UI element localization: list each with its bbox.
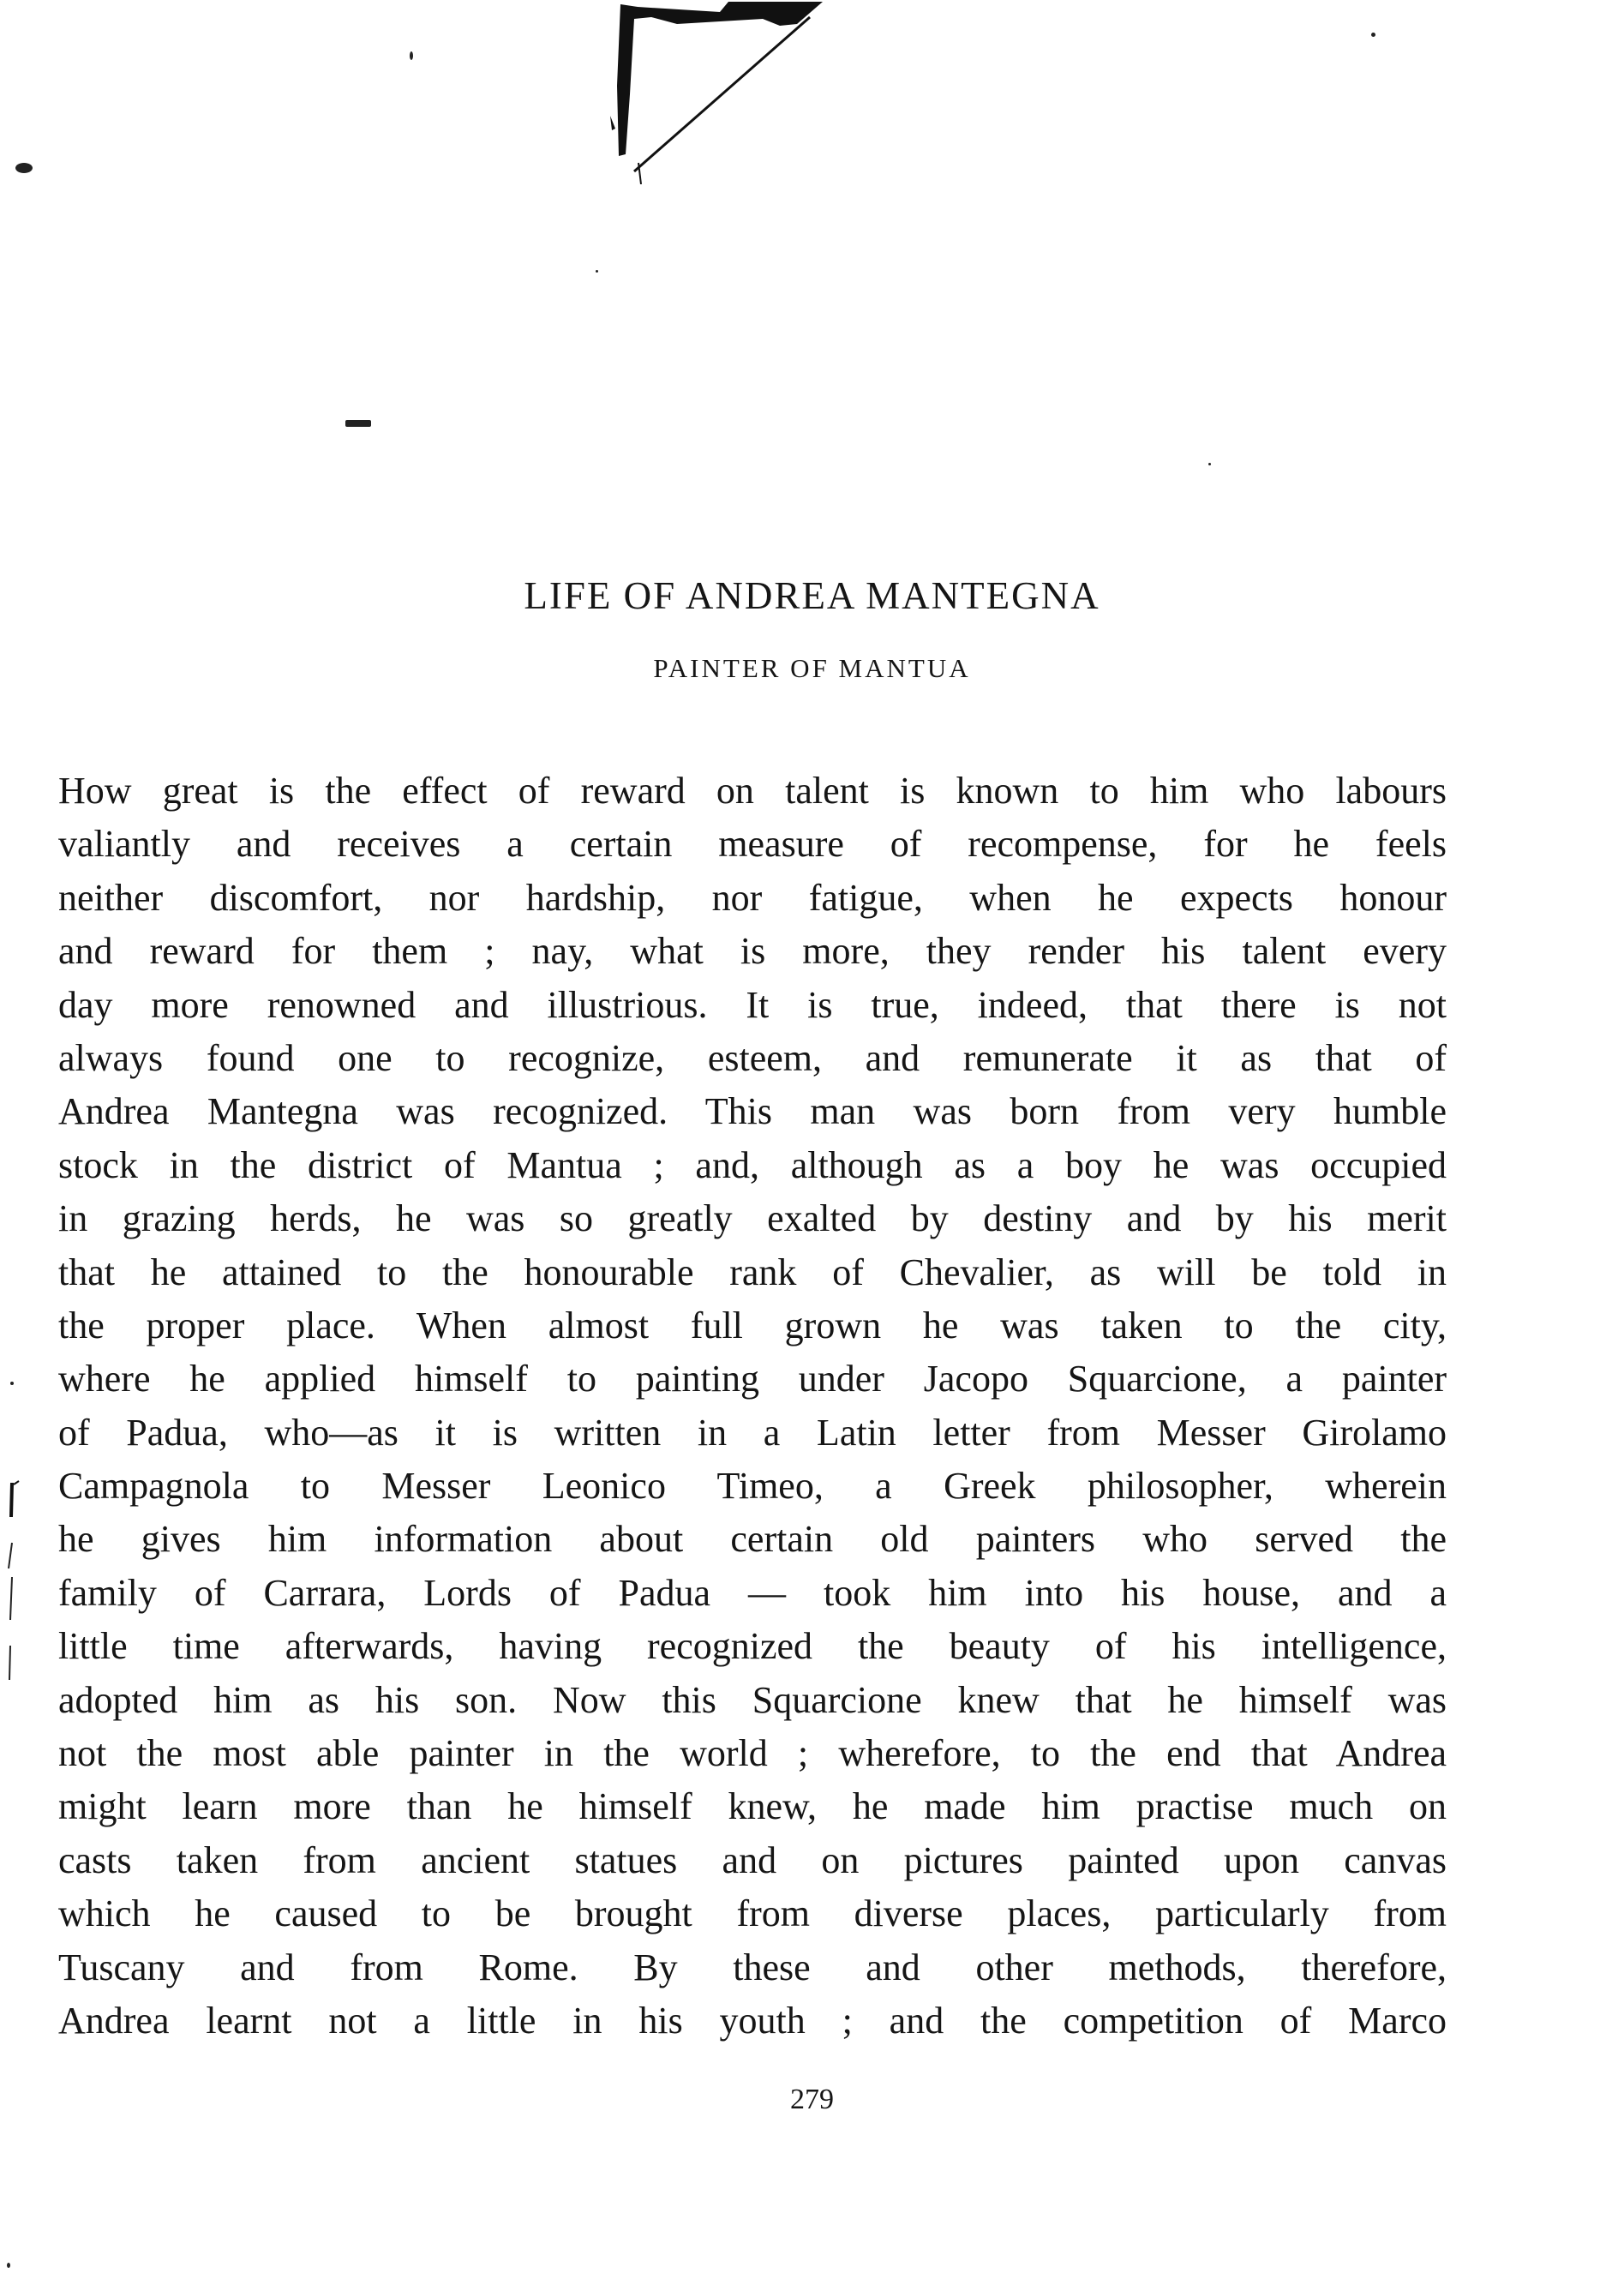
text-line: that he attained to the honourable rank of Chevalier, as will be told in [58, 1250, 1447, 1293]
scan-speck [596, 270, 598, 273]
scan-speck [15, 163, 33, 173]
scan-speck [1371, 33, 1375, 37]
scan-speck [7, 2263, 10, 2268]
page-number: 279 [790, 2084, 834, 2115]
body-text [58, 765, 1447, 2048]
scan-speck [1208, 463, 1211, 465]
text-line: always found one to recognize, esteem, and remunerate it as that of [58, 1036, 1447, 1079]
chapter-subtitle: PAINTER OF MANTUA [653, 653, 971, 683]
text-line: little time afterwards, having recognized the beauty of his intelligence, [58, 1625, 1447, 1668]
text-line: valiantly and receives a certain measure of recompense, for he feels [58, 823, 1447, 866]
chapter-title: LIFE OF ANDREA MANTEGNA [524, 574, 1100, 617]
text-line: of Padua, who—as it is written in a Latin letter from Messer Girolamo [58, 1411, 1447, 1454]
text-line: Andrea learnt not a little in his youth ; and the competition of Marco [58, 1999, 1447, 2042]
text-line: in grazing herds, he was so greatly exalted by destiny and by his merit [58, 1197, 1447, 1240]
text-line: and reward for them ; nay, what is more, they render his talent every [58, 930, 1447, 973]
text-line: Andrea Mantegna was recognized. This man was born from very humble [58, 1090, 1447, 1133]
text-line: he gives him information about certain old painters who served the [58, 1518, 1447, 1561]
text-line: the proper place. When almost full grown he was taken to the city, [58, 1304, 1447, 1346]
scan-corner-mark [600, 0, 840, 184]
text-line: How great is the effect of reward on talent is known to him who labours [58, 770, 1447, 812]
scan-speck [410, 51, 413, 60]
text-line: family of Carrara, Lords of Padua — took him into his house, and a [58, 1571, 1447, 1614]
text-line: which he caused to be brought from diverse places, particularly from [58, 1892, 1447, 1935]
text-line: might learn more than he himself knew, he made him practise much on [58, 1785, 1447, 1828]
text-line: neither discomfort, nor hardship, nor fatigue, when he expects honour [58, 876, 1447, 919]
text-line: stock in the district of Mantua ; and, although as a boy he was occupied [58, 1143, 1447, 1186]
scan-speck [345, 420, 371, 427]
text-line: Tuscany and from Rome. By these and other methods, therefore, [58, 1946, 1447, 1988]
scan-margin-marks [0, 1474, 34, 1783]
text-line: adopted him as his son. Now this Squarcione knew that he himself was [58, 1678, 1447, 1721]
text-line: day more renowned and illustrious. It is true, indeed, that there is not [58, 983, 1447, 1026]
scan-speck [10, 1382, 14, 1385]
text-line: casts taken from ancient statues and on pictures painted upon canvas [58, 1838, 1447, 1881]
text-line: not the most able painter in the world ; wherefore, to the end that Andrea [58, 1732, 1447, 1775]
text-line: Campagnola to Messer Leonico Timeo, a Greek philosopher, wherein [58, 1465, 1447, 1508]
text-line: where he applied himself to painting under Jacopo Squarcione, a painter [58, 1358, 1447, 1400]
